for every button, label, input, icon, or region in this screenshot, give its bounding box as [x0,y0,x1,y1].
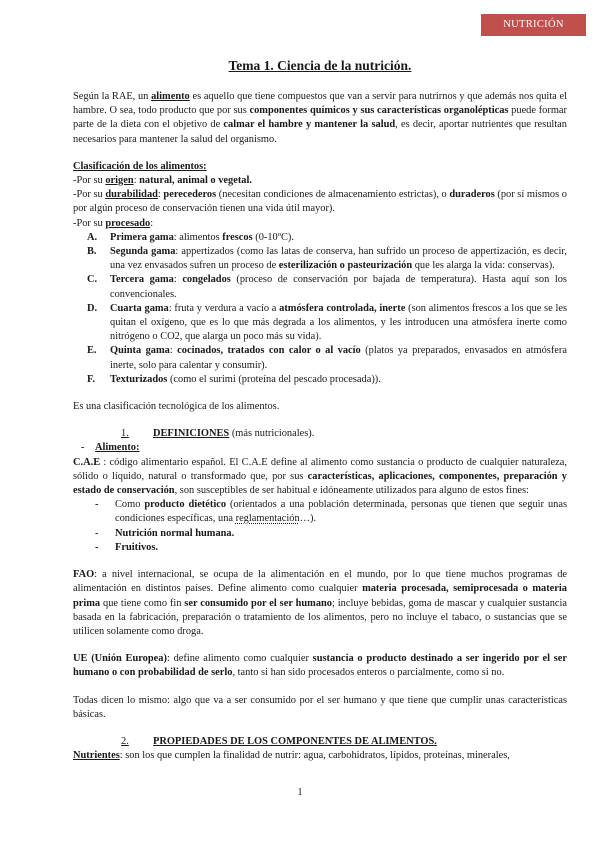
section-2-heading: 2. PROPIEDADES DE LOS COMPONENTES DE ALIMENTOS. [121,735,437,747]
clasificacion-block [73,160,567,414]
header-bar [0,14,600,36]
page-title: Tema 1. Ciencia de la nutrición. [228,58,412,73]
gamas-list [73,231,567,387]
todos-paragraph: Todas dicen lo mismo: algo que va a ser consumido por el ser humano y que tiene que cumplir unas características básicas. [73,694,567,720]
page-number: 1 [297,787,303,798]
list-item: A. Primera gama: alimentos frescos (0-10ºC). [87,231,294,243]
list-item: D. Cuarta gama: fruta y verdura a vacío a atmósfera controlada, inerte (son alimentos frescos a los que se les quitan el oxígeno, que es lo que más degrada a los alimentos, y les introducen una atmósfera inerte como nitrógeno o CO2, que alarga un poco más su vida). [87,302,568,343]
clasificacion-heading: Clasificación de los alimentos: [73,160,207,172]
document-body [73,58,567,763]
fao-paragraph: FAO: a nivel internacional, se ocupa de la alimentación en el mundo, por lo que tiene muchos programas de alimentación en distintos países. Define alimento como cualquier materia procesada, semiprocesada o materia prima que tiene como fin ser consumido por el ser humano; incluye bebidas, goma de mascar y cualquier sustancia basada en la fabricación, preparación o tratamiento de los alimentos, pero no incluye el tabaco, o sustancias que se utilicen solamente como droga. [73,569,567,637]
durabilidad-line: -Por su durabilidad: perecederos (necesitan condiciones de almacenamiento estrictas), o duraderos (por sí mismos o por algún proceso de conservación tienen una vida útil mayor). [73,189,567,215]
nutrientes-paragraph: Nutrientes: son los que cumplen la finalidad de nutrir: agua, carbohidratos, lípidos, proteínas, minerales, [73,750,510,762]
list-item: - Como producto dietético (orientados a una población determinada, personas que tienen que seguir unas condiciones específicas, una reglamentación…). [95,499,567,525]
intro-paragraph: Según la RAE, un alimento es aquello que tiene compuestos que van a servir para nutrirnos y que además nos quita el hambre. O sea, todo producto que por sus componentes químicos y sus características organolépticas puede formar parte de la dieta con el objetivo de calmar el hambre y mantener la salud, es decir, aportar nutrientes que resultan necesarios para mantener la salud del organismo. [73,91,567,145]
list-item: - Nutrición normal humana. [95,527,235,539]
fines-list [73,498,567,555]
header-label: NUTRICIÓN [503,19,564,30]
section-1-heading: 1. DEFINICIONES (más nutricionales). [121,428,315,440]
list-item: F. Texturizados (como el surimi (proteína del pescado procesada)). [87,373,381,385]
list-item: E. Quinta gama: cocinados, tratados con calor o al vacío (platos ya preparados, envasados en atmósfera inerte, solo para calentar y consumir). [87,345,567,371]
list-item: C. Tercera gama: congelados (proceso de conservación por bajada de temperatura). Hasta aquí son los convencionales. [87,274,567,300]
cae-paragraph: C.A.E : código alimentario español. El C.A.E define al alimento como sustancia o producto de cualquier naturaleza, sólido o líquido, natural o transformado que, por sus características, aplicaciones, componentes, preparación y estado de conservación, son susceptibles de ser habitual e idóneamente utilizados para alguno de estos fines: [73,456,567,497]
clasificacion-closing: Es una clasificación tecnológica de los alimentos. [73,401,280,413]
list-item: - Fruitivos. [95,541,159,553]
procesado-line: -Por su procesado: [73,217,154,229]
ue-paragraph: UE (Unión Europea): define alimento como cualquier sustancia o producto destinado a ser ingerido por el ser humano o con probabilidad de serlo, tanto si han sido procesados enteros o parcialmente, como si no. [73,653,568,679]
origen-line: -Por su origen: natural, animal o vegetal. [73,175,252,187]
list-item: B. Segunda gama: appertizados (como las latas de conserva, han sufrido un proceso de appertización, es decir, una vez envasados sufren un proceso de esterilización o pasteurización que les alarga la vida: conservas). [87,246,567,272]
alimento-subheading: - Alimento: [81,442,140,454]
